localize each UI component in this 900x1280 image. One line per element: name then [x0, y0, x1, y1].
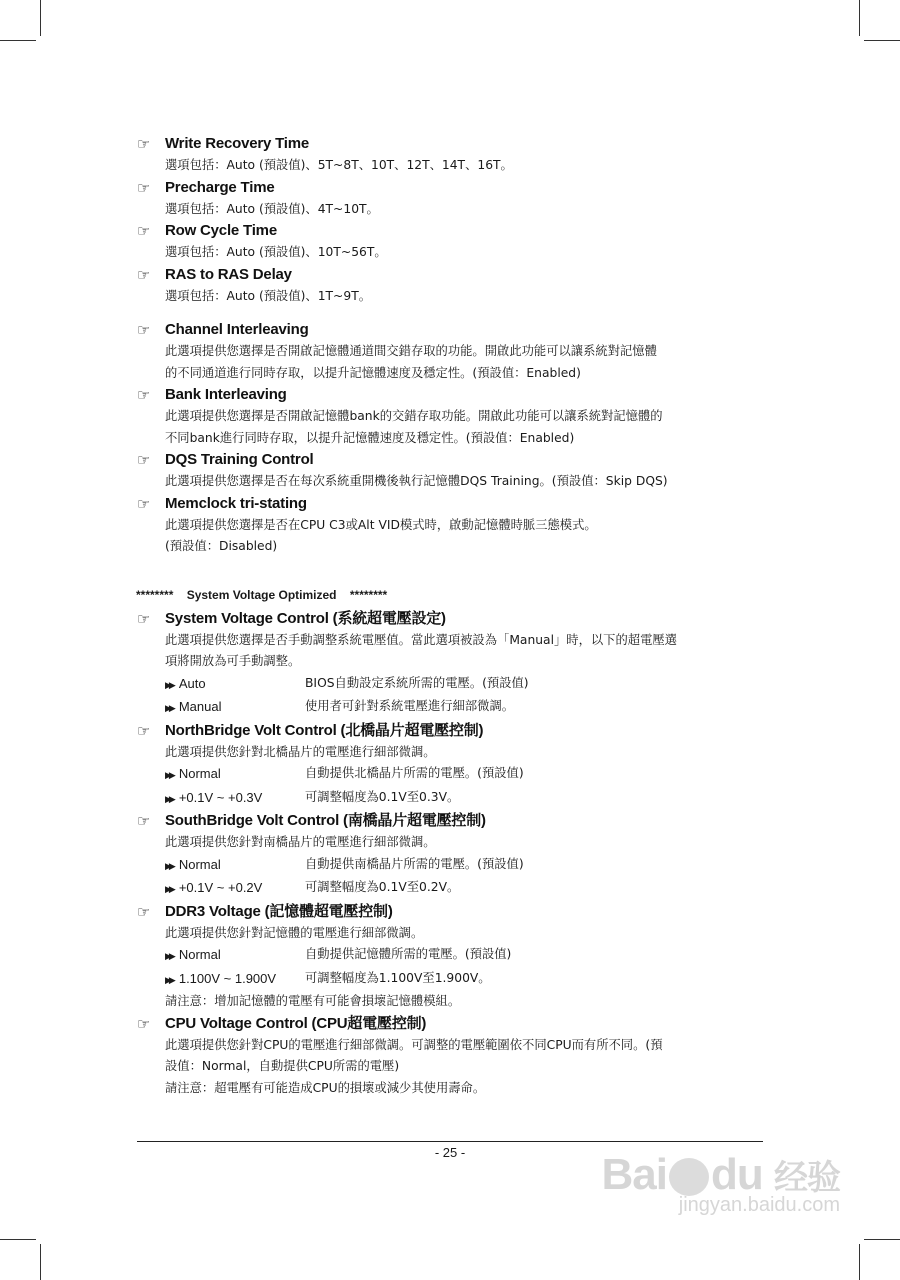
- pointing-hand-icon: ☞: [137, 812, 151, 830]
- list-item: [137, 264, 767, 308]
- option-key: Auto: [178, 675, 206, 691]
- crop-mark: [40, 1244, 41, 1280]
- pointing-hand-icon: ☞: [137, 386, 151, 404]
- item-title: Memclock tri-stating: [165, 494, 307, 512]
- pointing-hand-icon: ☞: [137, 1014, 151, 1033]
- item-text: 選項包括：Auto (預設值)、4T~10T。: [165, 201, 379, 216]
- double-arrow-icon: ▶▶: [165, 679, 173, 690]
- item-title: Precharge Time: [165, 178, 275, 196]
- option-desc: BIOS自動設定系統所需的電壓。(預設值): [305, 675, 529, 690]
- page-number: - 25 -: [434, 1145, 466, 1160]
- crop-mark: [864, 40, 900, 41]
- option-row: [165, 696, 767, 720]
- double-arrow-icon: ▶▶: [165, 703, 173, 713]
- item-title: SouthBridge Volt Control (南橋晶片超電壓控制): [165, 812, 486, 829]
- item-title: RAS to RAS Delay: [165, 265, 292, 283]
- option-desc: 使用者可針對系統電壓進行細部微調。: [305, 699, 515, 713]
- double-arrow-icon: ▶▶: [165, 974, 173, 985]
- crop-mark: [0, 1239, 36, 1240]
- option-key: +0.1V ~ +0.3V: [178, 789, 263, 805]
- list-item: [137, 319, 767, 384]
- watermark-logo-right: 经验: [774, 1159, 840, 1197]
- list-item: [137, 1013, 767, 1100]
- item-text: (預設值：Disabled): [165, 539, 278, 553]
- item-text: 此選項提供您選擇是否開啟記憶體bank的交錯存取功能。開啟此功能可以讓系統對記憶體的: [165, 409, 663, 423]
- list-item: [137, 901, 767, 1013]
- item-title: System Voltage Control (系統超電壓設定): [165, 609, 446, 627]
- crop-mark: [0, 40, 36, 41]
- pointing-hand-icon: ☞: [137, 265, 151, 284]
- item-text: 選項包括：Auto (預設值)、10T~56T。: [165, 245, 387, 259]
- pointing-hand-icon: ☞: [137, 321, 151, 339]
- section-label: System Voltage Optimized: [186, 587, 337, 602]
- list-item: [137, 720, 767, 811]
- option-key: Normal: [178, 947, 221, 962]
- item-text: 的不同通道進行同時存取，以提升記憶體速度及穩定性。(預設值：Enabled): [165, 365, 581, 380]
- double-arrow-icon: ▶▶: [165, 884, 173, 894]
- item-text: 選項包括：Auto (預設值)、1T~9T。: [165, 288, 371, 303]
- crop-mark: [40, 0, 41, 36]
- option-row: [165, 787, 767, 811]
- item-text: 此選項提供您針對南橋晶片的電壓進行細部微調。: [165, 835, 436, 849]
- option-key: Normal: [178, 856, 221, 872]
- crop-mark: [859, 1244, 860, 1280]
- pointing-hand-icon: ☞: [137, 609, 151, 628]
- list-item: [137, 608, 767, 720]
- pointing-hand-icon: ☞: [137, 178, 151, 197]
- item-text: 此選項提供您選擇是否手動調整系統電壓值。當此選項被設為「Manual」時，以下的超電壓選: [165, 632, 677, 647]
- pointing-hand-icon: ☞: [137, 135, 151, 153]
- item-text: 不同bank進行同時存取，以提升記憶體速度及穩定性。(預設值：Enabled): [165, 430, 575, 445]
- item-title: CPU Voltage Control (CPU超電壓控制): [165, 1014, 427, 1032]
- option-row: [165, 877, 767, 901]
- item-text: 此選項提供您針對北橋晶片的電壓進行細部微調。: [165, 744, 436, 759]
- double-arrow-icon: ▶▶: [165, 951, 173, 961]
- item-title: DDR3 Voltage (記憶體超電壓控制): [165, 902, 393, 920]
- section-heading: [136, 584, 767, 606]
- footer-rule: [137, 1141, 763, 1142]
- crop-mark: [864, 1239, 900, 1240]
- paw-icon: [669, 1158, 709, 1196]
- item-title: DQS Training Control: [165, 451, 314, 468]
- option-row: [165, 968, 767, 992]
- list-item: [137, 384, 767, 449]
- item-note: 請注意：增加記憶體的電壓有可能會損壞記憶體模組。: [165, 994, 461, 1008]
- crop-mark: [859, 0, 860, 36]
- double-arrow-icon: ▶▶: [165, 793, 173, 804]
- item-text: 此選項提供您針對記憶體的電壓進行細部微調。: [165, 925, 424, 940]
- option-key: Manual: [178, 699, 222, 714]
- pointing-hand-icon: ☞: [137, 902, 151, 921]
- item-title: Row Cycle Time: [165, 222, 277, 239]
- item-note: 請注意：超電壓有可能造成CPU的損壞或減少其使用壽命。: [165, 1080, 486, 1095]
- item-text: 此選項提供您選擇是否開啟記憶體通道間交錯存取的功能。開啟此功能可以讓系統對記憶體: [165, 344, 657, 358]
- section-stars-left: ********: [136, 587, 174, 602]
- option-row: [165, 854, 767, 878]
- watermark: [602, 1150, 840, 1217]
- pointing-hand-icon: ☞: [137, 451, 151, 469]
- option-key: Normal: [178, 766, 221, 781]
- interleaving-group: [137, 319, 767, 558]
- option-key: 1.100V ~ 1.900V: [178, 970, 277, 986]
- double-arrow-icon: ▶▶: [165, 860, 173, 871]
- section-stars-right: ********: [349, 587, 388, 602]
- pointing-hand-icon: ☞: [137, 222, 151, 240]
- option-desc: 自動提供南橋晶片所需的電壓。(預設值): [305, 856, 524, 871]
- double-arrow-icon: ▶▶: [165, 770, 173, 780]
- watermark-url: jingyan.baidu.com: [678, 1194, 840, 1216]
- item-text: 選項包括：Auto (預設值)、5T~8T、10T、12T、14T、16T。: [165, 158, 513, 172]
- item-text: 此選項提供您選擇是否在每次系統重開機後執行記憶體DQS Training。(預設值：Skip DQS): [165, 474, 668, 488]
- pointing-hand-icon: ☞: [137, 494, 151, 513]
- item-title: Channel Interleaving: [165, 321, 309, 338]
- voltage-group: [137, 608, 767, 1100]
- watermark-logo-left: Bai: [601, 1150, 667, 1199]
- item-text: 設值：Normal，自動提供CPU所需的電壓): [165, 1059, 400, 1073]
- list-item: [137, 177, 767, 221]
- watermark-logo-mid: du: [711, 1150, 763, 1199]
- item-text: 項將開放為可手動調整。: [165, 654, 301, 668]
- list-item: [137, 493, 767, 558]
- option-desc: 自動提供北橋晶片所需的電壓。(預設值): [305, 766, 524, 780]
- option-desc: 可調整幅度為0.1V至0.2V。: [305, 880, 460, 894]
- option-desc: 可調整幅度為1.100V至1.900V。: [305, 970, 491, 985]
- item-text: 此選項提供您針對CPU的電壓進行細部微調。可調整的電壓範圍依不同CPU而有所不同。(預: [165, 1037, 663, 1052]
- option-row: [165, 673, 767, 697]
- list-item: [137, 133, 767, 177]
- option-key: +0.1V ~ +0.2V: [178, 880, 263, 895]
- option-row: [165, 763, 767, 787]
- item-title: NorthBridge Volt Control (北橋晶片超電壓控制): [165, 721, 484, 739]
- pointing-hand-icon: ☞: [137, 721, 151, 740]
- list-item: [137, 220, 767, 264]
- page-content: [137, 133, 767, 1099]
- memory-timing-group: [137, 133, 767, 307]
- list-item: [137, 449, 767, 493]
- option-desc: 可調整幅度為0.1V至0.3V。: [305, 789, 460, 804]
- item-title: Bank Interleaving: [165, 386, 287, 403]
- option-row: [165, 944, 767, 968]
- option-desc: 自動提供記憶體所需的電壓。(預設值): [305, 947, 512, 961]
- item-text: 此選項提供您選擇是否在CPU C3或Alt VID模式時，啟動記憶體時脈三態模式。: [165, 517, 597, 532]
- item-title: Write Recovery Time: [165, 135, 310, 152]
- list-item: [137, 810, 767, 901]
